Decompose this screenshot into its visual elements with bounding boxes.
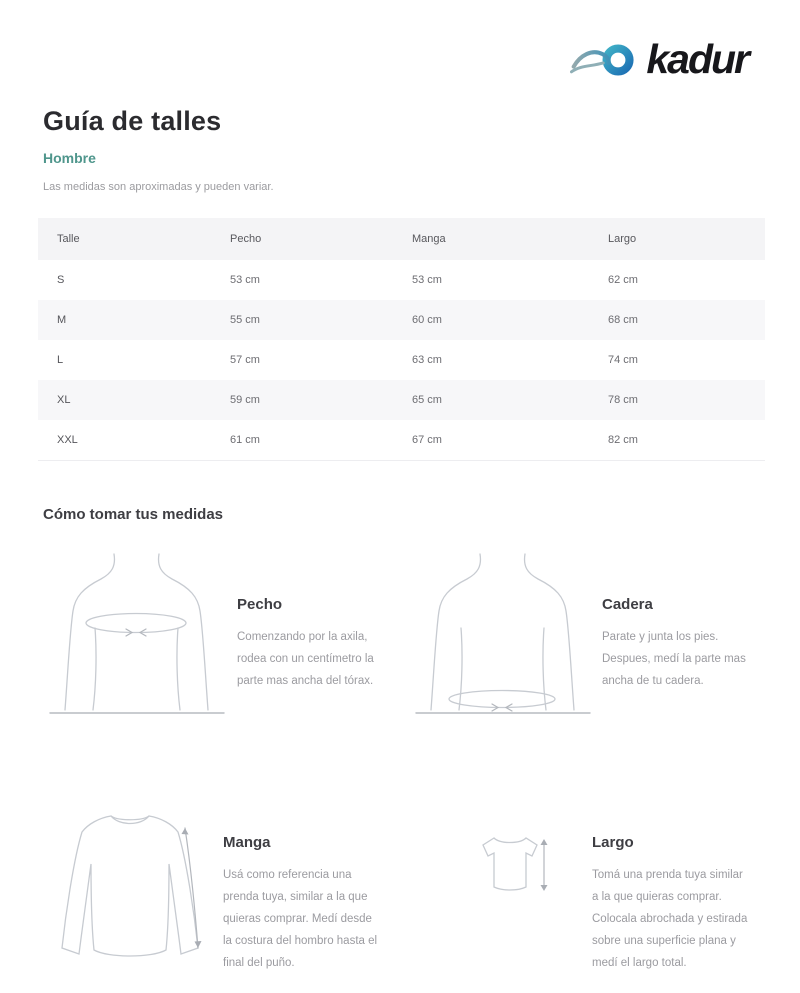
cell-manga: 53 cm [412, 274, 442, 286]
cell-manga: 60 cm [412, 314, 442, 326]
cell-pecho: 53 cm [230, 274, 260, 286]
cell-pecho: 61 cm [230, 433, 260, 446]
guide-title-cadera: Cadera [602, 596, 653, 613]
guide-title-manga: Manga [223, 834, 271, 851]
table-row [38, 340, 765, 380]
measures-section-title: Cómo tomar tus medidas [43, 506, 224, 523]
infinity-logo-icon [570, 37, 638, 83]
cell-talle: S [57, 274, 65, 286]
cell-largo: 74 cm [608, 354, 638, 366]
size-table [38, 218, 765, 461]
cell-pecho: 57 cm [230, 354, 260, 366]
cell-largo: 62 cm [608, 274, 638, 286]
cell-largo: 78 cm [608, 394, 638, 406]
cell-pecho: 59 cm [230, 394, 260, 406]
col-header-largo: Largo [608, 233, 637, 245]
torso-chest-figure [42, 552, 230, 723]
title-block [43, 106, 274, 193]
disclaimer-note: Las medidas son aproximadas y pueden variar. [43, 181, 274, 193]
table-row [38, 260, 765, 300]
guide-desc-cadera: Parate y junta los pies. Despues, medí la parte mas ancha de tu cadera. [602, 631, 746, 687]
guide-title-largo: Largo [592, 834, 634, 851]
guide-title-pecho: Pecho [237, 596, 283, 613]
table-row [38, 380, 765, 420]
cell-pecho: 55 cm [230, 314, 260, 326]
longsleeve-shirt-figure [48, 808, 210, 973]
guide-desc-pecho: Comenzando por la axila, rodea con un centímetro la parte mas ancha del tórax. [237, 631, 374, 687]
cell-talle: XL [57, 394, 71, 406]
col-header-pecho: Pecho [230, 233, 262, 245]
cell-manga: 63 cm [412, 354, 442, 366]
cell-talle: M [57, 314, 67, 326]
torso-hip-figure [408, 552, 596, 723]
cell-talle: XXL [57, 433, 78, 446]
table-row [38, 420, 765, 460]
tshirt-length-figure [476, 834, 552, 901]
page-title: Guía de talles [43, 106, 222, 136]
cell-talle: L [57, 354, 64, 366]
cell-manga: 67 cm [412, 433, 442, 446]
guide-desc-manga: Usá como referencia una prenda tuya, similar a la que quieras comprar. Medí desde la costura del hombro hasta el final del puño. [223, 869, 378, 969]
table-row [38, 300, 765, 340]
cell-manga: 65 cm [412, 394, 442, 406]
col-header-manga: Manga [412, 233, 446, 245]
table-header-row [38, 218, 765, 260]
brand-name: kadur [646, 36, 748, 82]
col-header-talle: Talle [57, 233, 80, 245]
gender-label: Hombre [43, 150, 96, 166]
guide-desc-largo: Tomá una prenda tuya similar a la que quieras comprar. Colocala abrochada y estirada sobre una superficie plana y medí el largo total. [592, 869, 748, 969]
brand-logo[interactable] [570, 36, 748, 83]
cell-largo: 82 cm [608, 433, 638, 446]
cell-largo: 68 cm [608, 314, 638, 326]
